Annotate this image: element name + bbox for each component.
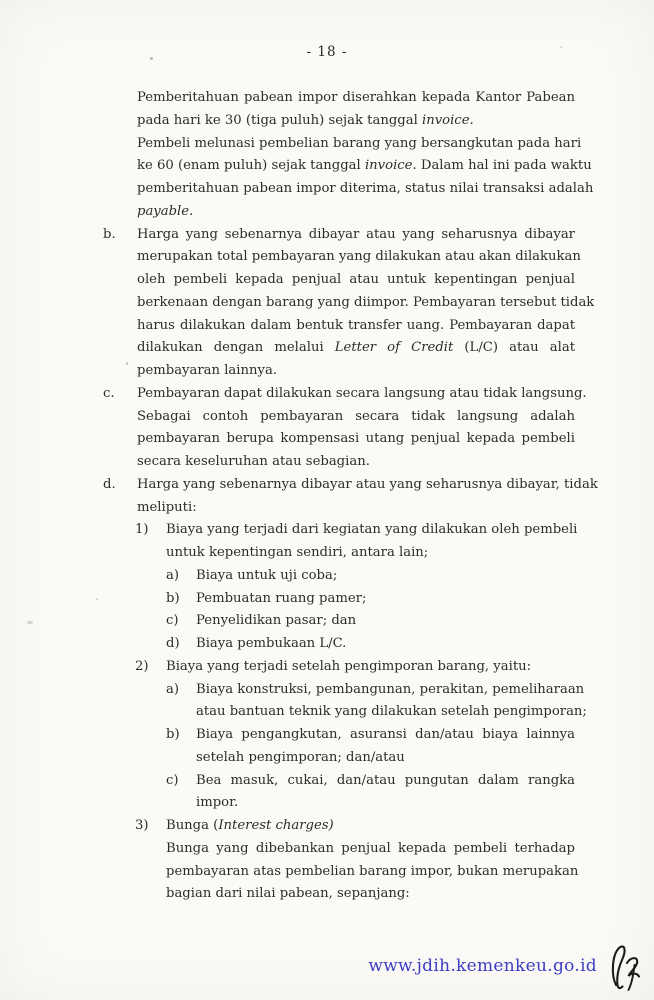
- page-number: - 18 -: [306, 44, 348, 60]
- text-line: Harga yang sebenarnya dibayar atau yang seharusnya dibayar: [137, 226, 575, 242]
- scan-speck: [126, 362, 128, 365]
- scan-speck: [27, 621, 33, 624]
- text-line: Harga yang sebenarnya dibayar atau yang seharusnya dibayar, tidak: [137, 476, 598, 492]
- text-line: Biaya untuk uji coba;: [196, 567, 338, 583]
- text-line: Bea masuk, cukai, dan/atau pungutan dalam rangka: [196, 772, 575, 788]
- paragraph: [103, 87, 575, 133]
- scan-speck: [150, 57, 153, 60]
- text-line: Biaya pembukaan L/C.: [196, 636, 347, 651]
- list-item-b: [103, 224, 595, 383]
- list-item-2: [135, 656, 575, 679]
- text-line: berkenaan dengan barang yang diimpor. Pembayaran tersebut tidak: [137, 294, 595, 310]
- item-label: b.: [103, 226, 116, 242]
- item-label: 1): [135, 522, 149, 538]
- text-line: pembayaran berupa kompensasi utang penjual kepada pembeli: [137, 431, 575, 447]
- list-item-b: [166, 724, 575, 770]
- paragraph: [103, 133, 594, 224]
- item-label: b): [166, 727, 180, 742]
- text-line: Biaya pengangkutan, asuransi dan/atau biaya lainnya: [196, 727, 575, 742]
- text-line: Pemberitahuan pabean impor diserahkan kepada Kantor Pabean: [137, 90, 575, 105]
- text-line: Pembuatan ruang pamer;: [196, 590, 367, 606]
- list-item-d: [166, 633, 575, 656]
- text-line: Penyelidikan pasar; dan: [196, 613, 357, 629]
- text-line: setelah pengimporan; dan/atau: [196, 749, 405, 765]
- text-line: secara keseluruhan atau sebagian.: [137, 454, 370, 469]
- text-line: pembayaran atas pembelian barang impor, bukan merupakan: [166, 863, 579, 879]
- list-item-3: [135, 815, 575, 838]
- text-line: untuk kepentingan sendiri, antara lain;: [166, 545, 429, 560]
- paragraph: [103, 406, 575, 474]
- text-line: Pembayaran dapat dilakukan secara langsung atau tidak langsung.: [137, 385, 587, 401]
- text-line: ke 60 (enam puluh) sejak tanggal invoice. Dalam hal ini pada waktu: [137, 158, 592, 174]
- text-line: meliputi:: [137, 499, 197, 515]
- list-item-c: [166, 610, 575, 633]
- text-line: Bunga yang dibebankan penjual kepada pembeli terhadap: [166, 840, 575, 856]
- text-line: Biaya konstruksi, pembangunan, perakitan, pemeliharaan: [196, 681, 585, 697]
- scan-speck: [560, 46, 562, 48]
- item-label: c): [166, 613, 179, 629]
- list-item-d: [103, 474, 598, 520]
- paragraph: [135, 838, 579, 906]
- list-item-b: [166, 588, 575, 611]
- item-label: d.: [103, 476, 116, 492]
- list-item-1: [135, 519, 578, 565]
- footer-website-url: www.jdih.kemenkeu.go.id: [368, 956, 597, 976]
- item-label: d): [166, 636, 180, 651]
- text-line: bagian dari nilai pabean, sepanjang:: [166, 886, 410, 902]
- item-label: a): [166, 681, 180, 697]
- text-line: merupakan total pembayaran yang dilakukan atau akan dilakukan: [137, 249, 581, 265]
- text-line: oleh pembeli kepada penjual atau untuk kepentingan penjual: [137, 272, 575, 287]
- text-line: pada hari ke 30 (tiga puluh) sejak tanggal invoice.: [137, 112, 474, 128]
- item-label: 3): [135, 818, 149, 833]
- item-label: a): [166, 567, 180, 583]
- text-line: pemberitahuan pabean impor diterima, status nilai transaksi adalah: [137, 181, 594, 196]
- document-body: [103, 87, 598, 906]
- text-line: atau bantuan teknik yang dilakukan setelah pengimporan;: [196, 704, 587, 720]
- scan-speck: [96, 598, 98, 600]
- text-line: Bunga (Interest charges): [166, 818, 334, 833]
- text-line: Sebagai contoh pembayaran secara tidak langsung adalah: [137, 408, 575, 424]
- item-label: 2): [135, 658, 149, 674]
- list-item-c: [103, 383, 587, 406]
- text-line: Pembeli melunasi pembelian barang yang bersangkutan pada hari: [137, 135, 582, 151]
- list-item-a: [166, 679, 587, 725]
- item-label: c): [166, 772, 179, 788]
- handwritten-initials-icon: [604, 941, 650, 999]
- text-line: pembayaran lainnya.: [137, 363, 278, 378]
- text-line: Biaya yang terjadi setelah pengimporan barang, yaitu:: [166, 658, 532, 674]
- text-line: payable.: [137, 203, 194, 219]
- text-line: dilakukan dengan melalui Letter of Credit (L/C) atau alat: [137, 340, 575, 356]
- item-label: b): [166, 590, 180, 606]
- text-line: impor.: [196, 795, 239, 811]
- item-label: c.: [103, 385, 115, 401]
- text-line: Biaya yang terjadi dari kegiatan yang dilakukan oleh pembeli: [166, 522, 578, 538]
- list-item-c: [166, 770, 575, 816]
- text-line: harus dilakukan dalam bentuk transfer uang. Pembayaran dapat: [137, 317, 575, 333]
- list-item-a: [166, 565, 575, 588]
